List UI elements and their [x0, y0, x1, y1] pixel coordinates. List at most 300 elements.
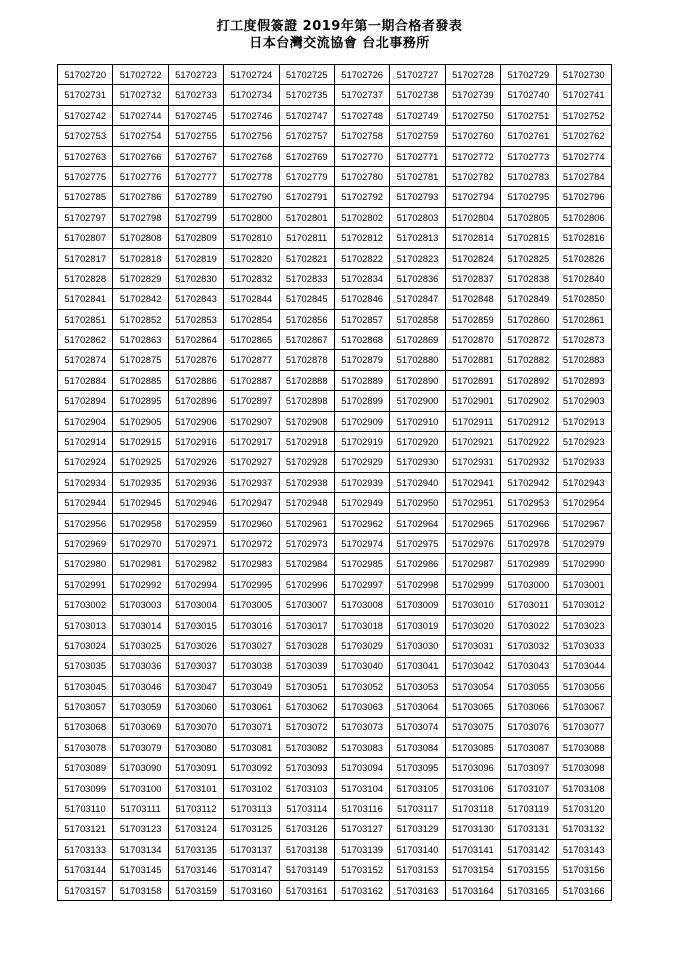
- applicant-number-cell: 51703114: [279, 799, 334, 819]
- applicant-number-cell: 51702947: [224, 493, 279, 513]
- applicant-number-cell: 51702805: [501, 207, 556, 227]
- table-row: [58, 391, 612, 411]
- applicant-number-cell: 51702828: [58, 268, 113, 288]
- applicant-number-cell: 51702928: [279, 452, 334, 472]
- table-row: [58, 207, 612, 227]
- applicant-number-cell: 51702989: [501, 554, 556, 574]
- applicant-number-cell: 51703117: [390, 799, 445, 819]
- applicant-number-cell: 51703120: [556, 799, 611, 819]
- applicant-number-cell: 51703107: [501, 778, 556, 798]
- table-row: [58, 452, 612, 472]
- applicant-number-cell: 51702844: [224, 289, 279, 309]
- applicant-number-cell: 51702797: [58, 207, 113, 227]
- applicant-number-cell: 51702748: [334, 105, 389, 125]
- applicant-number-cell: 51702853: [168, 309, 223, 329]
- applicant-number-cell: 51702780: [334, 166, 389, 186]
- applicant-number-cell: 51702726: [334, 65, 389, 85]
- applicant-number-cell: 51703016: [224, 615, 279, 635]
- applicant-number-cell: 51702984: [279, 554, 334, 574]
- applicant-number-cell: 51702850: [556, 289, 611, 309]
- applicant-number-cell: 51703019: [390, 615, 445, 635]
- applicant-number-cell: 51703137: [224, 839, 279, 859]
- applicant-number-cell: 51703134: [113, 839, 168, 859]
- applicant-number-cell: 51703053: [390, 676, 445, 696]
- applicant-number-cell: 51703138: [279, 839, 334, 859]
- applicant-number-cell: 51702886: [168, 370, 223, 390]
- applicant-number-cell: 51702981: [113, 554, 168, 574]
- applicant-number-cell: 51702749: [390, 105, 445, 125]
- applicant-number-cell: 51703054: [445, 676, 500, 696]
- applicant-number-cell: 51702931: [445, 452, 500, 472]
- table-row: [58, 656, 612, 676]
- applicant-number-cell: 51702973: [279, 533, 334, 553]
- applicant-number-cell: 51702939: [334, 472, 389, 492]
- applicant-number-cell: 51702944: [58, 493, 113, 513]
- applicant-number-cell: 51703130: [445, 819, 500, 839]
- applicant-number-cell: 51702972: [224, 533, 279, 553]
- applicant-number-cell: 51702810: [224, 228, 279, 248]
- applicant-number-cell: 51702966: [501, 513, 556, 533]
- applicant-number-cell: 51702879: [334, 350, 389, 370]
- table-row: [58, 554, 612, 574]
- applicant-number-cell: 51702858: [390, 309, 445, 329]
- applicant-number-cell: 51703064: [390, 697, 445, 717]
- applicant-number-cell: 51703041: [390, 656, 445, 676]
- applicant-number-cell: 51702734: [224, 85, 279, 105]
- applicant-number-cell: 51702986: [390, 554, 445, 574]
- applicant-number-cell: 51702789: [168, 187, 223, 207]
- applicant-number-cell: 51703118: [445, 799, 500, 819]
- table-row: [58, 126, 612, 146]
- applicant-number-cell: 51702767: [168, 146, 223, 166]
- applicant-number-cell: 51703100: [113, 778, 168, 798]
- applicant-number-cell: 51702806: [556, 207, 611, 227]
- applicant-number-cell: 51702887: [224, 370, 279, 390]
- table-row: [58, 819, 612, 839]
- applicant-number-cell: 51702825: [501, 248, 556, 268]
- applicant-number-cell: 51702730: [556, 65, 611, 85]
- applicant-number-cell: 51702823: [390, 248, 445, 268]
- applicant-number-cell: 51703076: [501, 717, 556, 737]
- applicant-number-cell: 51702941: [445, 472, 500, 492]
- applicant-number-cell: 51702896: [168, 391, 223, 411]
- document-title: 打工度假簽證 2019年第一期合格者發表: [216, 19, 463, 34]
- applicant-number-cell: 51702956: [58, 513, 113, 533]
- applicant-number-cell: 51702910: [390, 411, 445, 431]
- applicant-number-cell: 51702746: [224, 105, 279, 125]
- applicant-number-cell: 51702724: [224, 65, 279, 85]
- applicant-number-cell: 51702990: [556, 554, 611, 574]
- applicant-number-cell: 51702920: [390, 432, 445, 452]
- applicant-number-cell: 51703162: [334, 880, 389, 900]
- applicant-number-cell: 51703090: [113, 758, 168, 778]
- applicant-number-cell: 51702723: [168, 65, 223, 85]
- applicant-number-cell: 51703091: [168, 758, 223, 778]
- applicant-number-cell: 51702997: [334, 574, 389, 594]
- applicant-number-cell: 51702799: [168, 207, 223, 227]
- applicant-number-cell: 51703096: [445, 758, 500, 778]
- table-row: [58, 799, 612, 819]
- applicant-number-cell: 51702917: [224, 432, 279, 452]
- applicant-number-cell: 51702929: [334, 452, 389, 472]
- applicant-number-cell: 51702744: [113, 105, 168, 125]
- applicant-number-cell: 51703036: [113, 656, 168, 676]
- table-row: [58, 268, 612, 288]
- applicant-number-cell: 51702927: [224, 452, 279, 472]
- applicant-number-cell: 51702775: [58, 166, 113, 186]
- table-row: [58, 513, 612, 533]
- applicant-number-cell: 51703003: [113, 595, 168, 615]
- applicant-number-cell: 51702903: [556, 391, 611, 411]
- applicant-number-cell: 51703145: [113, 860, 168, 880]
- table-row: [58, 330, 612, 350]
- applicant-number-cell: 51703005: [224, 595, 279, 615]
- applicant-number-cell: 51702769: [279, 146, 334, 166]
- applicant-number-cell: 51702959: [168, 513, 223, 533]
- applicant-number-cell: 51702945: [113, 493, 168, 513]
- table-row: [58, 350, 612, 370]
- applicant-number-cell: 51702970: [113, 533, 168, 553]
- applicant-number-cell: 51702913: [556, 411, 611, 431]
- applicant-number-cell: 51703028: [279, 635, 334, 655]
- applicant-number-cell: 51702919: [334, 432, 389, 452]
- table-row: [58, 533, 612, 553]
- applicant-number-cell: 51702740: [501, 85, 556, 105]
- applicant-number-cell: 51702904: [58, 411, 113, 431]
- applicant-number-cell: 51702820: [224, 248, 279, 268]
- applicant-number-cell: 51702874: [58, 350, 113, 370]
- applicant-number-cell: 51702813: [390, 228, 445, 248]
- applicant-number-cell: 51702848: [445, 289, 500, 309]
- applicant-number-cell: 51703035: [58, 656, 113, 676]
- applicant-number-cell: 51703040: [334, 656, 389, 676]
- applicant-number-cell: 51702756: [224, 126, 279, 146]
- applicant-number-cell: 51703079: [113, 737, 168, 757]
- applicant-number-cell: 51702818: [113, 248, 168, 268]
- applicant-number-cell: 51703055: [501, 676, 556, 696]
- applicant-number-cell: 51702892: [501, 370, 556, 390]
- applicant-number-cell: 51703072: [279, 717, 334, 737]
- applicant-number-cell: 51702948: [279, 493, 334, 513]
- applicant-number-cell: 51703163: [390, 880, 445, 900]
- applicant-number-cell: 51702882: [501, 350, 556, 370]
- applicant-number-cell: 51702867: [279, 330, 334, 350]
- applicant-number-cell: 51702851: [58, 309, 113, 329]
- applicant-number-cell: 51702777: [168, 166, 223, 186]
- applicant-number-cell: 51702992: [113, 574, 168, 594]
- applicant-number-cell: 51702745: [168, 105, 223, 125]
- applicant-number-cell: 51703024: [58, 635, 113, 655]
- applicant-number-cell: 51702781: [390, 166, 445, 186]
- applicant-number-cell: 51703141: [445, 839, 500, 859]
- table-row: [58, 85, 612, 105]
- applicant-number-cell: 51703101: [168, 778, 223, 798]
- applicant-number-cell: 51702860: [501, 309, 556, 329]
- applicant-number-cell: 51703123: [113, 819, 168, 839]
- applicant-number-cell: 51702763: [58, 146, 113, 166]
- applicant-number-cell: 51702784: [556, 166, 611, 186]
- applicant-number-cell: 51703154: [445, 860, 500, 880]
- applicant-number-cell: 51703132: [556, 819, 611, 839]
- applicant-number-cell: 51702891: [445, 370, 500, 390]
- applicant-number-cell: 51703104: [334, 778, 389, 798]
- applicant-number-cell: 51703153: [390, 860, 445, 880]
- applicant-number-cell: 51703052: [334, 676, 389, 696]
- applicant-number-cell: 51702753: [58, 126, 113, 146]
- applicant-number-cell: 51702883: [556, 350, 611, 370]
- applicant-number-cell: 51702772: [445, 146, 500, 166]
- applicant-number-cell: 51702873: [556, 330, 611, 350]
- applicant-number-cell: 51703160: [224, 880, 279, 900]
- applicant-number-cell: 51703033: [556, 635, 611, 655]
- applicant-number-cell: 51702816: [556, 228, 611, 248]
- applicant-number-cell: 51702735: [279, 85, 334, 105]
- applicant-number-cell: 51702856: [279, 309, 334, 329]
- applicant-number-cell: 51703067: [556, 697, 611, 717]
- applicant-number-cell: 51702852: [113, 309, 168, 329]
- table-row: [58, 574, 612, 594]
- applicant-number-cell: 51702985: [334, 554, 389, 574]
- applicant-number-cell: 51702869: [390, 330, 445, 350]
- applicant-number-cell: 51702750: [445, 105, 500, 125]
- applicant-number-cell: 51703039: [279, 656, 334, 676]
- applicant-number-cell: 51702862: [58, 330, 113, 350]
- applicant-number-cell: 51702983: [224, 554, 279, 574]
- applicant-number-cell: 51702885: [113, 370, 168, 390]
- applicant-number-cell: 51702980: [58, 554, 113, 574]
- applicant-number-cell: 51702935: [113, 472, 168, 492]
- applicant-number-cell: 51703044: [556, 656, 611, 676]
- applicant-number-cell: 51702846: [334, 289, 389, 309]
- applicant-number-cell: 51702960: [224, 513, 279, 533]
- applicant-number-cell: 51702830: [168, 268, 223, 288]
- applicant-number-cell: 51703047: [168, 676, 223, 696]
- applicant-number-cell: 51702822: [334, 248, 389, 268]
- applicant-number-cell: 51702872: [501, 330, 556, 350]
- applicant-number-cell: 51703008: [334, 595, 389, 615]
- applicant-number-cell: 51703063: [334, 697, 389, 717]
- applicant-number-cell: 51702995: [224, 574, 279, 594]
- applicant-number-cell: 51702824: [445, 248, 500, 268]
- applicant-number-cell: 51703146: [168, 860, 223, 880]
- applicant-number-cell: 51703083: [334, 737, 389, 757]
- applicant-number-cell: 51702747: [279, 105, 334, 125]
- applicant-number-cell: 51703074: [390, 717, 445, 737]
- applicant-number-cell: 51703051: [279, 676, 334, 696]
- applicant-number-cell: 51702864: [168, 330, 223, 350]
- passer-number-table-body: [58, 65, 612, 901]
- applicant-number-cell: 51702857: [334, 309, 389, 329]
- applicant-number-cell: 51702861: [556, 309, 611, 329]
- applicant-number-cell: 51703061: [224, 697, 279, 717]
- applicant-number-cell: 51702933: [556, 452, 611, 472]
- applicant-number-cell: 51702722: [113, 65, 168, 85]
- applicant-number-cell: 51703026: [168, 635, 223, 655]
- applicant-number-cell: 51703092: [224, 758, 279, 778]
- applicant-number-cell: 51702778: [224, 166, 279, 186]
- applicant-number-cell: 51702727: [390, 65, 445, 85]
- applicant-number-cell: 51703007: [279, 595, 334, 615]
- applicant-number-cell: 51702934: [58, 472, 113, 492]
- table-row: [58, 758, 612, 778]
- applicant-number-cell: 51702924: [58, 452, 113, 472]
- applicant-number-cell: 51702893: [556, 370, 611, 390]
- applicant-number-cell: 51703089: [58, 758, 113, 778]
- applicant-number-cell: 51702901: [445, 391, 500, 411]
- applicant-number-cell: 51702829: [113, 268, 168, 288]
- applicant-number-cell: 51703102: [224, 778, 279, 798]
- applicant-number-cell: 51703159: [168, 880, 223, 900]
- applicant-number-cell: 51702849: [501, 289, 556, 309]
- applicant-number-cell: 51702888: [279, 370, 334, 390]
- applicant-number-cell: 51702897: [224, 391, 279, 411]
- applicant-number-cell: 51702804: [445, 207, 500, 227]
- applicant-number-cell: 51703046: [113, 676, 168, 696]
- applicant-number-cell: 51702792: [334, 187, 389, 207]
- applicant-number-cell: 51703062: [279, 697, 334, 717]
- applicant-number-cell: 51702833: [279, 268, 334, 288]
- applicant-number-cell: 51702859: [445, 309, 500, 329]
- applicant-number-cell: 51702900: [390, 391, 445, 411]
- applicant-number-cell: 51702940: [390, 472, 445, 492]
- table-row: [58, 411, 612, 431]
- applicant-number-cell: 51703139: [334, 839, 389, 859]
- applicant-number-cell: 51702881: [445, 350, 500, 370]
- applicant-number-cell: 51702770: [334, 146, 389, 166]
- applicant-number-cell: 51702759: [390, 126, 445, 146]
- applicant-number-cell: 51702832: [224, 268, 279, 288]
- applicant-number-cell: 51702889: [334, 370, 389, 390]
- applicant-number-cell: 51702907: [224, 411, 279, 431]
- applicant-number-cell: 51702905: [113, 411, 168, 431]
- applicant-number-cell: 51702731: [58, 85, 113, 105]
- applicant-number-cell: 51702954: [556, 493, 611, 513]
- applicant-number-cell: 51703080: [168, 737, 223, 757]
- applicant-number-cell: 51703009: [390, 595, 445, 615]
- applicant-number-cell: 51702953: [501, 493, 556, 513]
- applicant-number-cell: 51702974: [334, 533, 389, 553]
- applicant-number-cell: 51703093: [279, 758, 334, 778]
- applicant-number-cell: 51702914: [58, 432, 113, 452]
- applicant-number-cell: 51702976: [445, 533, 500, 553]
- document-header: [0, 18, 679, 52]
- applicant-number-cell: 51703066: [501, 697, 556, 717]
- applicant-number-cell: 51702840: [556, 268, 611, 288]
- applicant-number-cell: 51703125: [224, 819, 279, 839]
- applicant-number-cell: 51703129: [390, 819, 445, 839]
- applicant-number-cell: 51703013: [58, 615, 113, 635]
- applicant-number-cell: 51702854: [224, 309, 279, 329]
- applicant-number-cell: 51703094: [334, 758, 389, 778]
- table-row: [58, 778, 612, 798]
- applicant-number-cell: 51702732: [113, 85, 168, 105]
- applicant-number-cell: 51703156: [556, 860, 611, 880]
- applicant-number-cell: 51703135: [168, 839, 223, 859]
- applicant-number-cell: 51702875: [113, 350, 168, 370]
- applicant-number-cell: 51703045: [58, 676, 113, 696]
- applicant-number-cell: 51702814: [445, 228, 500, 248]
- applicant-number-cell: 51702796: [556, 187, 611, 207]
- applicant-number-cell: 51702755: [168, 126, 223, 146]
- applicant-number-cell: 51703071: [224, 717, 279, 737]
- applicant-number-cell: 51703158: [113, 880, 168, 900]
- applicant-number-cell: 51702728: [445, 65, 500, 85]
- applicant-number-cell: 51702733: [168, 85, 223, 105]
- applicant-number-cell: 51703022: [501, 615, 556, 635]
- applicant-number-cell: 51702752: [556, 105, 611, 125]
- applicant-number-cell: 51702817: [58, 248, 113, 268]
- applicant-number-cell: 51702762: [556, 126, 611, 146]
- applicant-number-cell: 51702808: [113, 228, 168, 248]
- applicant-number-cell: 51703098: [556, 758, 611, 778]
- applicant-number-cell: 51702868: [334, 330, 389, 350]
- applicant-number-cell: 51703068: [58, 717, 113, 737]
- applicant-number-cell: 51702811: [279, 228, 334, 248]
- table-row: [58, 289, 612, 309]
- applicant-number-cell: 51702915: [113, 432, 168, 452]
- table-row: [58, 737, 612, 757]
- table-row: [58, 432, 612, 452]
- applicant-number-cell: 51702774: [556, 146, 611, 166]
- applicant-number-cell: 51703161: [279, 880, 334, 900]
- applicant-number-cell: 51703049: [224, 676, 279, 696]
- applicant-number-cell: 51702923: [556, 432, 611, 452]
- applicant-number-cell: 51702757: [279, 126, 334, 146]
- applicant-number-cell: 51703042: [445, 656, 500, 676]
- applicant-number-cell: 51702793: [390, 187, 445, 207]
- applicant-number-cell: 51703095: [390, 758, 445, 778]
- applicant-number-cell: 51702991: [58, 574, 113, 594]
- table-row: [58, 635, 612, 655]
- applicant-number-cell: 51702771: [390, 146, 445, 166]
- table-row: [58, 839, 612, 859]
- applicant-number-cell: 51703116: [334, 799, 389, 819]
- applicant-number-cell: 51703027: [224, 635, 279, 655]
- applicant-number-cell: 51702978: [501, 533, 556, 553]
- applicant-number-cell: 51702951: [445, 493, 500, 513]
- applicant-number-cell: 51702878: [279, 350, 334, 370]
- applicant-number-cell: 51702918: [279, 432, 334, 452]
- applicant-number-cell: 51702946: [168, 493, 223, 513]
- applicant-number-cell: 51702942: [501, 472, 556, 492]
- applicant-number-cell: 51702950: [390, 493, 445, 513]
- applicant-number-cell: 51703001: [556, 574, 611, 594]
- applicant-number-cell: 51703077: [556, 717, 611, 737]
- applicant-number-cell: 51703002: [58, 595, 113, 615]
- applicant-number-cell: 51702979: [556, 533, 611, 553]
- table-row: [58, 472, 612, 492]
- applicant-number-cell: 51703103: [279, 778, 334, 798]
- applicant-number-cell: 51703126: [279, 819, 334, 839]
- applicant-number-cell: 51702999: [445, 574, 500, 594]
- table-row: [58, 697, 612, 717]
- applicant-number-cell: 51702969: [58, 533, 113, 553]
- applicant-number-cell: 51703111: [113, 799, 168, 819]
- applicant-number-cell: 51702912: [501, 411, 556, 431]
- applicant-number-cell: 51702961: [279, 513, 334, 533]
- table-row: [58, 595, 612, 615]
- applicant-number-cell: 51702902: [501, 391, 556, 411]
- applicant-number-cell: 51702791: [279, 187, 334, 207]
- applicant-number-cell: 51702842: [113, 289, 168, 309]
- applicant-number-cell: 51702841: [58, 289, 113, 309]
- applicant-number-cell: 51702987: [445, 554, 500, 574]
- table-row: [58, 166, 612, 186]
- applicant-number-cell: 51702949: [334, 493, 389, 513]
- applicant-number-cell: 51702751: [501, 105, 556, 125]
- applicant-number-cell: 51702899: [334, 391, 389, 411]
- applicant-number-cell: 51702930: [390, 452, 445, 472]
